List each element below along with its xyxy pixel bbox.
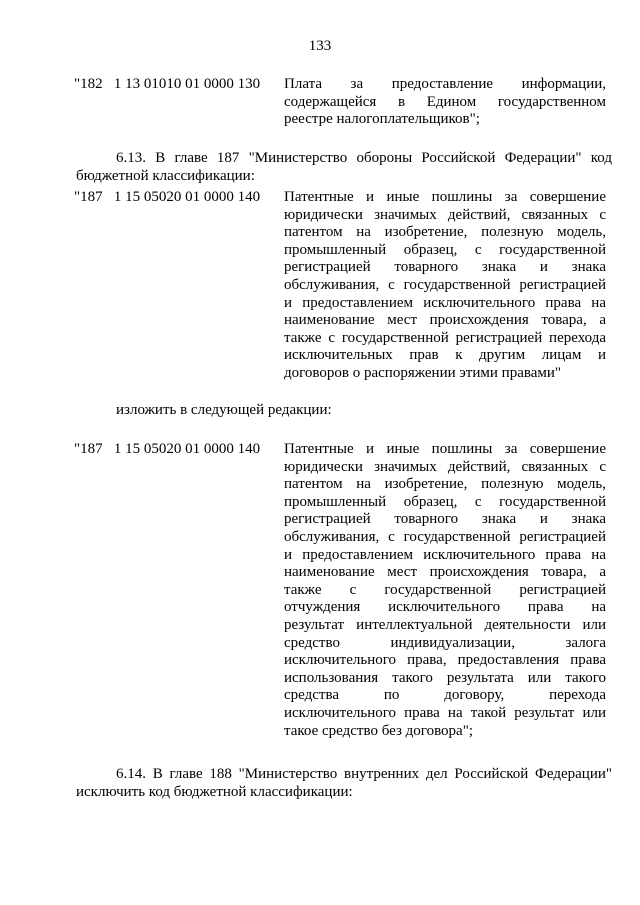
- classification-description: [284, 189, 606, 383]
- description-line: регистрацией товарного знака и знака: [284, 511, 606, 528]
- description-line: промышленный образец, с государственной: [284, 241, 606, 258]
- page-number: 133: [308, 38, 332, 54]
- description-line: юридически значимых действий, связанных с: [284, 458, 606, 475]
- description-line: юридически значимых действий, связанных с: [284, 206, 606, 223]
- description-line: обслуживания, с государственной регистрацией: [284, 276, 606, 293]
- description-line: исключительных прав к другим лицам и: [284, 347, 606, 364]
- description-line: средство индивидуализации, залога: [284, 634, 606, 651]
- description-line: обслуживания, с государственной регистрацией: [284, 528, 606, 545]
- instruction-text: изложить в следующей редакции:: [116, 402, 332, 418]
- description-line: Патентные и иные пошлины за совершение: [284, 189, 606, 205]
- classification-code: "182 1 13 01010 01 0000 130: [74, 76, 261, 92]
- description-line: реестре налогоплательщиков";: [284, 111, 480, 128]
- description-line: использования такого результата или такого: [284, 669, 606, 686]
- paragraph-line: 6.13. В главе 187 "Министерство обороны Российской Федерации" код: [116, 150, 612, 166]
- description-line: договоров о распоряжении этими правами": [284, 364, 562, 381]
- classification-description: [284, 76, 606, 129]
- section-6-13-paragraph: [76, 150, 612, 185]
- description-line: результат интеллектуальной деятельности или: [284, 616, 606, 633]
- section-6-14-paragraph: [76, 766, 612, 801]
- description-line: наименование мест происхождения товара, а: [284, 564, 606, 581]
- description-line: исключительного права на такой результат или: [284, 704, 606, 721]
- paragraph-line: исключить код бюджетной классификации:: [76, 783, 353, 800]
- classification-code: "187 1 15 05020 01 0000 140: [74, 189, 261, 205]
- description-line: содержащейся в Едином государственном: [284, 93, 606, 110]
- description-line: и предоставлением исключительного права на: [284, 294, 606, 311]
- description-line: патентом на изобретение, полезную модель,: [284, 224, 606, 241]
- paragraph-line: бюджетной классификации:: [76, 167, 255, 184]
- description-line: Плата за предоставление информации,: [284, 76, 606, 92]
- classification-code: "187 1 15 05020 01 0000 140: [74, 441, 261, 457]
- description-line: регистрацией товарного знака и знака: [284, 259, 606, 276]
- description-line: также с государственной регистрацией: [284, 581, 606, 598]
- description-line: также с государственной регистрацией перехода: [284, 329, 606, 346]
- paragraph-line: 6.14. В главе 188 "Министерство внутренних дел Российской Федерации": [116, 766, 612, 782]
- description-line: и предоставлением исключительного права на: [284, 546, 606, 563]
- description-line: средства по договору, перехода: [284, 687, 606, 704]
- classification-description: [284, 441, 606, 740]
- description-line: такое средство без договора";: [284, 722, 473, 739]
- description-line: отчуждения исключительного права на: [284, 599, 606, 616]
- description-line: промышленный образец, с государственной: [284, 493, 606, 510]
- description-line: исключительного права, предоставления права: [284, 652, 606, 669]
- description-line: наименование мест происхождения товара, а: [284, 312, 606, 329]
- description-line: Патентные и иные пошлины за совершение: [284, 441, 606, 457]
- description-line: патентом на изобретение, полезную модель,: [284, 476, 606, 493]
